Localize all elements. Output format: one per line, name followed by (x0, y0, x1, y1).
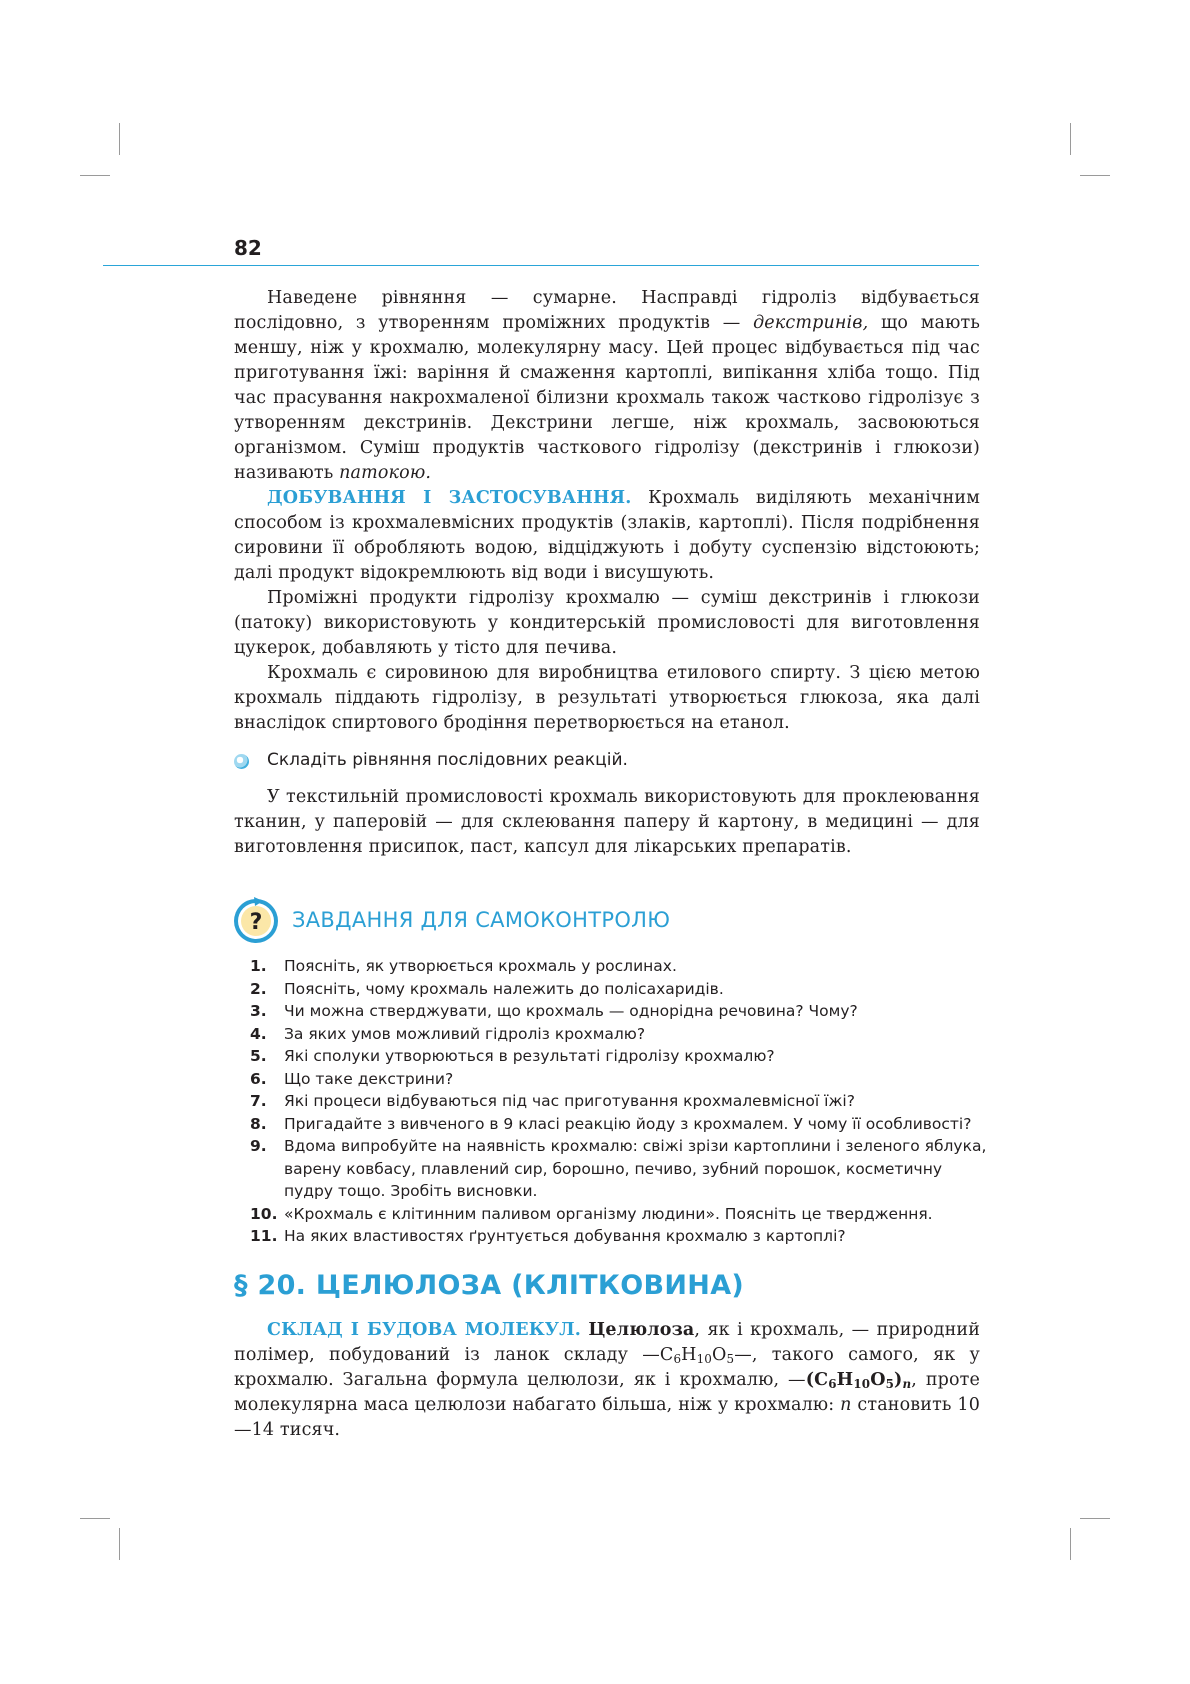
term-dextrins: декстринів, (753, 313, 869, 333)
question-mark-icon (232, 895, 282, 945)
unit-formula: $C_6H_{10}O_5$ (659, 1345, 735, 1366)
question-item: 9. Вдома випробуйте на наявність крохмалю: свіжі зрізи картоплини і зеленого яблука, варену ковбасу, плавлений сир, борошно, печиво, зубний порошок, косметичну пудру тощо. Зробіть висновки. (250, 1137, 987, 1200)
production-heading: ДОБУВАННЯ І ЗАСТОСУВАННЯ. (267, 488, 632, 508)
crop-mark (119, 1528, 120, 1560)
paragraph-production: ДОБУВАННЯ І ЗАСТОСУВАННЯ. Крохмаль виділяють механічним способом із крохмалевмісних продуктів (злаків, картоплі). Після подрібнення сировини її обробляють водою, відціджують і добуту суспензію відстоюють; далі продукт відокремлюють від води і висушують. (234, 488, 980, 583)
crop-mark (1070, 1528, 1071, 1560)
crop-mark (80, 1518, 110, 1519)
paragraph-cellulose: СКЛАД І БУДОВА МОЛЕКУЛ. Целюлоза, як і крохмаль, — природний полімер, побудований із ланок складу $—C_6H_{10}O_5—$, такого самого, як у крохмалю. Загальна формула целюлози, як і крохмалю, $—(C_6H_{10}O_5)_n$, проте молекулярна маса целюлози набагато більша, ніж у крохмалю: n становить 10—14 тисяч. (234, 1320, 981, 1440)
question-item: 8. Пригадайте з вивченого в 9 класі реакцію йоду з крохмалем. У чому її особливості? (250, 1114, 972, 1133)
crop-mark (80, 175, 110, 176)
body-text-top (234, 286, 980, 736)
question-item: 5. Які сполуки утворюються в результаті гідролізу крохмалю? (250, 1047, 775, 1065)
paragraph-dextrins: Наведене рівняння — сумарне. Насправді гідроліз відбувається послідовно, з утворенням проміжних продуктів — декстринів, що мають меншу, ніж у крохмалю, молекулярну масу. Цей процес відбувається під час приготування їжі: варіння й смаження картоплі, випікання хліба тощо. Під час прасування накрохмаленої білизни крохмаль також частково гідролізує з утворенням декстринів. Декстрини легше, ніж крохмаль, засвоюються організмом. Суміш продуктів часткового гідролізу (декстринів і глюкози) називають патокою. (234, 288, 980, 483)
question-item: 11. На яких властивостях ґрунтується добування крохмалю з картоплі? (250, 1227, 846, 1245)
question-item: 10. «Крохмаль є клітинним паливом організму людини». Поясніть це твердження. (250, 1204, 933, 1223)
paragraph-intermediate: Проміжні продукти гідролізу крохмалю — суміш декстринів і глюкози (патоку) використовують у кондитерській промисловості для виготовлення цукерок, добавляють у тісто для печива. (234, 588, 980, 658)
crop-mark (1080, 175, 1110, 176)
section-title: § 20. ЦЕЛЮЛОЗА (КЛІТКОВИНА) (234, 1270, 745, 1301)
question-list (234, 955, 994, 1248)
header-rule (103, 265, 979, 266)
term-treacle: патокою. (339, 463, 432, 483)
term-cellulose: Целюлоза (588, 1320, 695, 1340)
task-text: Складіть рівняння послідовних реакцій. (267, 750, 628, 770)
question-item: 3. Чи можна стверджувати, що крохмаль — однорідна речовина? Чому? (250, 1002, 858, 1020)
paragraph-textile: У текстильній промисловості крохмаль використовують для проклеювання тканин, у паперовій — для склеювання паперу й картону, в медицині — для виготовлення присипок, паст, капсул для лікарських препаратів. (234, 787, 980, 857)
crop-mark (119, 123, 120, 155)
crop-mark (1080, 1518, 1110, 1519)
body-text-section20 (234, 1318, 980, 1443)
task-item (234, 749, 980, 777)
question-item: 6. Що таке декстрини? (250, 1069, 454, 1088)
self-control-header (232, 895, 992, 947)
body-text-middle (234, 785, 980, 860)
svg-text:?: ? (249, 910, 263, 935)
general-formula: $(C_6H_{10}O_5)_n$ (805, 1370, 912, 1391)
question-item: 1. Поясніть, як утворюється крохмаль у рослинах. (250, 957, 677, 975)
question-item: 7. Які процеси відбуваються під час приготування крохмалевмісної їжі? (250, 1092, 855, 1110)
page-number: 82 (234, 236, 262, 260)
crop-mark (1070, 123, 1071, 155)
paragraph-ethanol: Крохмаль є сировиною для виробництва етилового спирту. З цією метою крохмаль піддають гідролізу, в результаті утворюється глюкоза, яка далі внаслідок спиртового бродіння перетворюється на етанол. (234, 663, 980, 733)
section-subheading: СКЛАД І БУДОВА МОЛЕКУЛ. (267, 1320, 582, 1340)
question-item: 2. Поясніть, чому крохмаль належить до полісахаридів. (250, 979, 724, 998)
self-control-title: ЗАВДАННЯ ДЛЯ САМОКОНТРОЛЮ (292, 908, 671, 932)
task-bullet-icon (234, 754, 249, 769)
question-item: 4. За яких умов можливий гідроліз крохмалю? (250, 1024, 646, 1043)
